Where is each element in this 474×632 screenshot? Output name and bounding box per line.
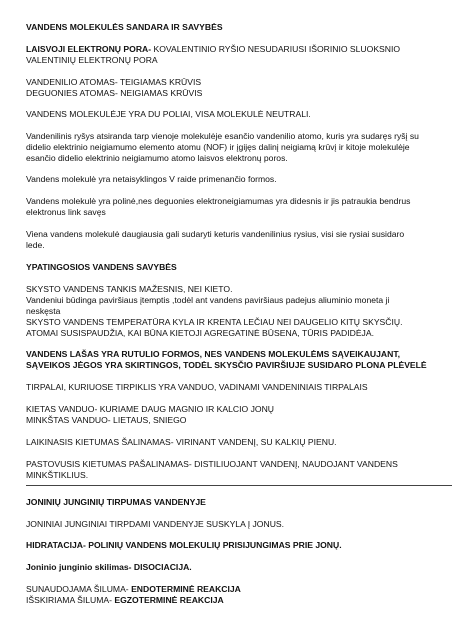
soft-water: MINKŠTAS VANDUO- LIETAUS, SNIEGO xyxy=(26,415,187,425)
dissociation xyxy=(26,562,452,573)
hydrogen-atom: VANDENILIO ATOMAS- TEIGIAMAS KRŪVIS xyxy=(26,77,202,87)
property-item: neskęsta xyxy=(26,306,61,316)
oxygen-atom: DEGUONIES ATOMAS- NEIGIAMAS KRŪVIS xyxy=(26,88,203,98)
doc-title: VANDENS MOLEKULĖS SANDARA IR SAVYBĖS xyxy=(26,22,223,32)
hbond-line1: Vandenilinis ryšys atsiranda tarp vienoje molekulėje esančio vandenilio atomo, kuris yra sudaręs ryšį su xyxy=(26,131,419,141)
lone-pair-rest: KOVALENTINIO RYŠIO NESUDARIUSI IŠORINIO SLUOKSNIO xyxy=(151,44,401,54)
shape: Vandens molekulė yra netaisyklingos V raide primenančio formos. xyxy=(26,174,277,184)
lone-pair-line1 xyxy=(26,44,452,55)
polar-line1: Vandens molekulė yra polinė,nes deguonies elektroneigiamumas yra didesnis ir jis patraukia bendrus xyxy=(26,196,411,206)
polar-line2: elektronus link savęs xyxy=(26,207,106,217)
four-bonds-line1: Viena vandens molekulė daugiausia gali sudaryti keturis vandenilinius rysius, visi sie rysiai susidaro xyxy=(26,229,405,239)
endo-value: ENDOTERMINĖ REAKCIJA xyxy=(131,584,241,594)
exothermic xyxy=(26,595,452,606)
two-poles: VANDENS MOLEKULĖJE YRA DU POLIAI, VISA MOLEKULĖ NEUTRALI. xyxy=(26,109,311,119)
lone-pair-term: LAISVOJI ELEKTRONŲ PORA- xyxy=(26,44,152,54)
exo-label: IŠSKIRIAMA ŠILUMA- xyxy=(26,595,115,605)
endo-label: SUNAUDOJAMA ŠILUMA- xyxy=(26,584,132,594)
ionic-title: JONINIŲ JUNGINIŲ TIRPUMAS VANDENYJE xyxy=(26,497,206,507)
hydration: HIDRATACIJA- POLINIŲ VANDENS MOLEKULIŲ PRISIJUNGIMAS PRIE JONŲ. xyxy=(26,540,342,550)
hbond-line3: esančio didelio elektrinio neigiamumo atomo laisvos elektronų poros. xyxy=(26,153,288,163)
dissociation-term: Joninio junginio skilimas- xyxy=(26,562,132,572)
exo-value: EGZOTERMINĖ REAKCIJA xyxy=(114,595,224,605)
section-divider xyxy=(26,485,452,486)
hard-water: KIETAS VANDUO- KURIAME DAUG MAGNIO IR KALCIO JONŲ xyxy=(26,404,274,414)
drops-line2: SĄVEIKOS JĖGOS YRA SKIRTINGOS, TODĖL SKYSČIO PAVIRŠIUJE SUSIDARO PLONA PLĖVELĖ xyxy=(26,360,427,370)
drops-line1: VANDENS LAŠAS YRA RUTULIO FORMOS, NES VANDENS MOLEKULĖMS SĄVEIKAUJANT, xyxy=(26,349,401,359)
temporary-hardness: LAIKINASIS KIETUMAS ŠALINAMAS- VIRINANT VANDENĮ, SU KALKIŲ PIENU. xyxy=(26,437,337,447)
lone-pair-line2: VALENTINIŲ ELEKTRONŲ PORA xyxy=(26,55,158,65)
property-item: SKYSTO VANDENS TANKIS MAŽESNIS, NEI KIETO. xyxy=(26,284,233,294)
hbond-line2: didelio elektrinio neigiamumo elemento atomu (NOF) ir įgijęs dalinį neigiamą krūvį ir kitoje molekulėje xyxy=(26,142,410,152)
four-bonds-line2: lede. xyxy=(26,240,45,250)
endothermic xyxy=(26,584,452,595)
property-item: SKYSTO VANDENS TEMPERATŪRA KYLA IR KRENTA LEČIAU NEI DAUGELIO KITŲ SKYSČIŲ. xyxy=(26,317,403,327)
dissociation-value: DISOCIACIJA. xyxy=(131,562,192,572)
property-item: ATOMAI SUSISPAUDŽIA, KAI BŪNA KIETOJI AGREGATINĖ BŪSENA, TŪRIS PADIDĖJA. xyxy=(26,328,374,338)
property-item: Vandeniui būdinga paviršiaus įtemptis ,todėl ant vandens paviršiaus padejus aliuminio moneta ji xyxy=(26,295,390,305)
properties-title: YPATINGOSIOS VANDENS SAVYBĖS xyxy=(26,262,177,272)
permanent-line1: PASTOVUSIS KIETUMAS PAŠALINAMAS- DISTILIUOJANT VANDENĮ, NAUDOJANT VANDENS xyxy=(26,459,398,469)
ionic-dissolve: JONINIAI JUNGINIAI TIRPDAMI VANDENYJE SUSKYLA Į JONUS. xyxy=(26,519,285,529)
permanent-line2: MINKŠTIKLIUS. xyxy=(26,470,89,480)
solvents: TIRPALAI, KURIUOSE TIRPIKLIS YRA VANDUO, VADINAMI VANDENINIAIS TIRPALAIS xyxy=(26,382,368,392)
